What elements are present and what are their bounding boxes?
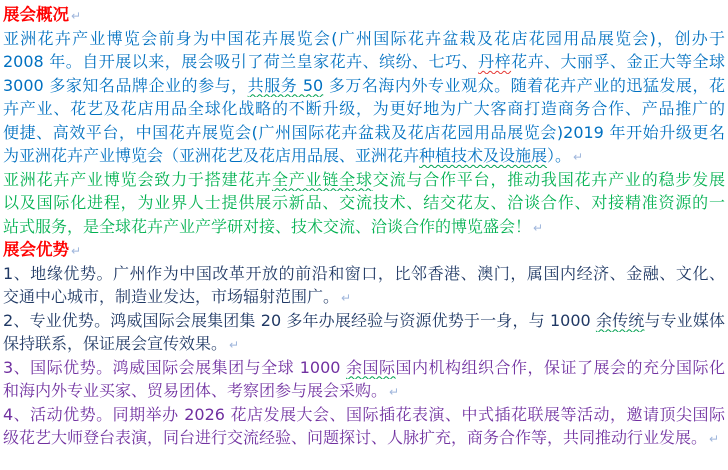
text-line — [3, 215, 725, 239]
section-heading — [3, 3, 725, 27]
text-segment: 便捷、高效平台，中国花卉展览会(广州国际花卉盆栽及花店花园用品展览会)2019 年开始升级更名 — [3, 122, 725, 142]
paragraph-mark-icon: ↵ — [389, 385, 400, 399]
section-heading — [3, 238, 725, 262]
text-segment: 国内机构组织合作，保证了展会的充分国际化 — [395, 357, 725, 377]
text-segment: 亚洲花卉产业博览会前身为中国花卉展览会(广州国际花卉盆栽及花店花园用品展览会)，创办于 — [3, 28, 725, 48]
text-segment: 多万名海内外专业观众。随着花卉产业的迅猛发展，花 — [323, 75, 725, 95]
text-segment: 展会概况 — [3, 5, 69, 24]
paragraph-mark-icon: ↵ — [341, 291, 352, 305]
text-segment: 交流与合作平台，推动我国花卉产业的稳步发展 — [372, 169, 725, 189]
text-line — [3, 262, 725, 286]
text-line — [3, 144, 725, 168]
spellcheck-flagged-text: 种植技术及设施展 — [419, 146, 548, 165]
text-segment: 为亚洲花卉产业博览会（亚洲花艺及花店用品展、亚洲花卉 — [3, 146, 420, 165]
text-segment: 花卉、大丽孚、金正大等全球 — [511, 52, 725, 71]
text-segment: 4、活动优势。同期举办 2026 花店发展大会、国际插花表演、中式插花联展等活动，邀请顶尖国际 — [3, 404, 725, 424]
text-line — [3, 379, 725, 403]
paragraph-mark-icon: ↵ — [709, 432, 720, 446]
text-segment: ）。 — [547, 146, 572, 165]
text-line — [3, 191, 725, 215]
text-segment: 与专业媒体 — [644, 310, 725, 330]
spellcheck-flagged-text: 余国际 — [346, 357, 396, 377]
text-line — [3, 285, 725, 309]
text-line — [3, 168, 725, 192]
text-segment: 交通中心城市，制造业发达，市场辐射范围广。 — [3, 287, 340, 306]
text-segment: 保持联系，保证展会宣传效果。 — [3, 334, 228, 353]
spellcheck-flagged-text: 全产业链全球 — [271, 169, 373, 189]
text-segment: 2008 年。自开展以来，展会吸引了荷兰皇家花卉、缤纷、七巧、 — [3, 52, 479, 71]
spellcheck-flagged-text: 共服务 50 — [247, 75, 324, 95]
text-line — [3, 309, 725, 333]
text-segment: 和海内外专业买家、贸易团体、考察团参与展会采购。 — [3, 381, 388, 400]
paragraph-mark-icon: ↵ — [229, 338, 240, 352]
text-segment: 站式服务，是全球花卉产业产学研对接、技术交流、洽谈合作的博览盛会！ — [3, 216, 532, 236]
paragraph-mark-icon: ↵ — [573, 150, 584, 164]
text-line — [3, 356, 725, 380]
text-segment: 级花艺大师登台表演，同台进行交流经验、问题探讨、人脉扩充，商务合作等，共同推动行业发展。 — [3, 428, 708, 447]
document-body — [3, 3, 725, 450]
text-line — [3, 426, 725, 450]
paragraph-mark-icon: ↵ — [533, 220, 544, 235]
text-segment: 3000 多家知名品牌企业的参与， — [3, 75, 248, 95]
text-line — [3, 50, 725, 74]
text-segment: 卉产业、花艺及花店用品全球化战略的不断升级，为更好地为广大客商打造商务合作、产品推广的 — [3, 99, 725, 118]
paragraph-mark-icon: ↵ — [71, 9, 82, 23]
text-segment: 以及国际化进程，为业界人士提供展示新品、交流技术、结交花友、洽谈合作、对接精准资源的一 — [3, 193, 725, 212]
spellcheck-flagged-text: 丹梓 — [478, 52, 512, 71]
text-segment: 1、地缘优势。广州作为中国改革开放的前沿和窗口，比邻香港、澳门，属国内经济、金融、文化、 — [3, 263, 725, 283]
paragraph-mark-icon: ↵ — [71, 244, 82, 258]
text-line — [3, 332, 725, 356]
text-line — [3, 27, 725, 51]
text-line — [3, 74, 725, 98]
text-line — [3, 121, 725, 145]
text-line — [3, 97, 725, 121]
text-segment: 展会优势 — [3, 240, 69, 259]
text-segment: 3、国际优势。鸿威国际会展集团与全球 1000 — [3, 357, 347, 377]
text-segment: 亚洲花卉产业博览会致力于搭建花卉 — [3, 169, 272, 189]
spellcheck-flagged-text: 余传统 — [595, 310, 645, 330]
text-segment: 2、专业优势。鸿威国际会展集团集 20 多年办展经验与资源优势于一身，与 1000 — [3, 310, 596, 330]
text-line — [3, 403, 725, 427]
